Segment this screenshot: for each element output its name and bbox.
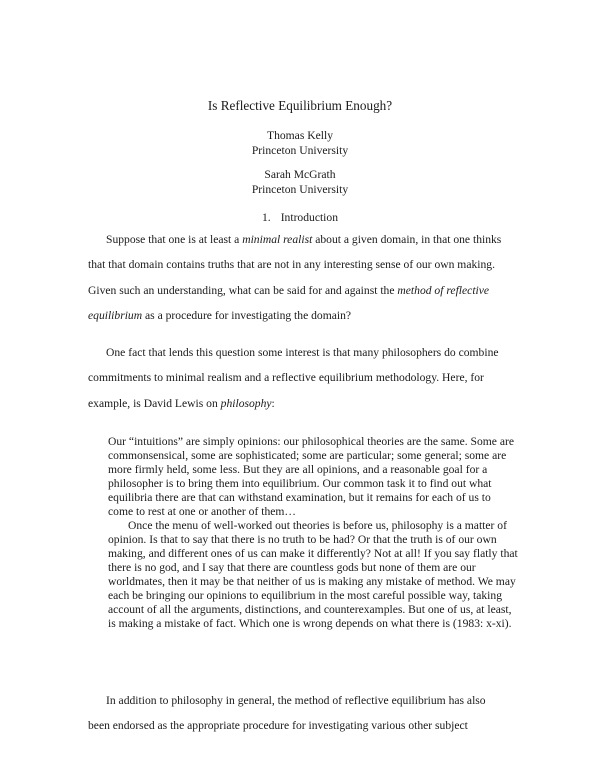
block-quote [108,435,518,631]
text-run: Suppose that one is at least a [106,233,243,246]
author-name: Thomas Kelly [266,129,333,142]
text-run: : [271,396,275,410]
body-paragraph-3 [88,688,508,739]
author-name: Sarah McGrath [264,168,336,181]
text-run: One fact that lends this question some interest is that many philosophers do combine commitments to minimal realism and a reflective equilibrium methodology. Here, for example, is David Lewis on [88,346,499,410]
quote-paragraph-1: Our “intuitions” are simply opinions: our philosophical theories are the same. Some are commonsensical, some are sophisticated; some are particular; some general; some are more firmly held, some less. But they are all opinions, and a reasonable goal for a philosopher is to bring them into equilibrium. Our common task it to find out what equilibria there are that can withstand examination, but it remains for each of us to come to rest at one or another of them… [108,435,515,518]
author-affiliation: Princeton University [251,143,349,157]
author-affiliation: Princeton University [251,182,349,196]
section-title: Introduction [280,211,338,224]
section-number: 1. [261,211,271,224]
paragraph-text: In addition to philosophy in general, the method of reflective equilibrium has also been endorsed as the appropriate procedure for investigating various other subject [88,694,486,733]
section-heading [0,211,600,224]
author-block-1 [0,129,600,158]
body-paragraph-2 [88,340,508,416]
text-run: about a given domain, in that one thinks that that domain contains truths that are not in any interesting sense of our own making. Given such an understanding, what can be said for and against the [88,233,502,297]
text-run: as a procedure for investigating the domain? [142,308,352,322]
emphasis-text: minimal realist [242,233,313,246]
paper-title: Is Reflective Equilibrium Enough? [207,98,393,113]
author-block-2 [0,168,600,197]
quote-paragraph-2: Once the menu of well-worked out theories is before us, philosophy is a matter of opinion. Is that to say that there is no truth to be had? Or that the truth is of our own making, and different ones of us can make it differently? Not at all! If you say flatly that there is no god, and I say that there are countless gods but none of them are our worldmates, then it may be that neither of us is making any mistake of method. We may each be bringing our opinions to equilibrium in the most careful possible way, taking account of all the arguments, distinctions, and counterexamples. But one of us, at least, is making a mistake of fact. Which one is wrong depends on what there is (1983: x-xi). [108,519,518,630]
emphasis-text: philosophy [220,396,272,410]
emphasis-text: method of reflective equilibrium [88,283,490,322]
body-paragraph-1 [88,227,508,328]
